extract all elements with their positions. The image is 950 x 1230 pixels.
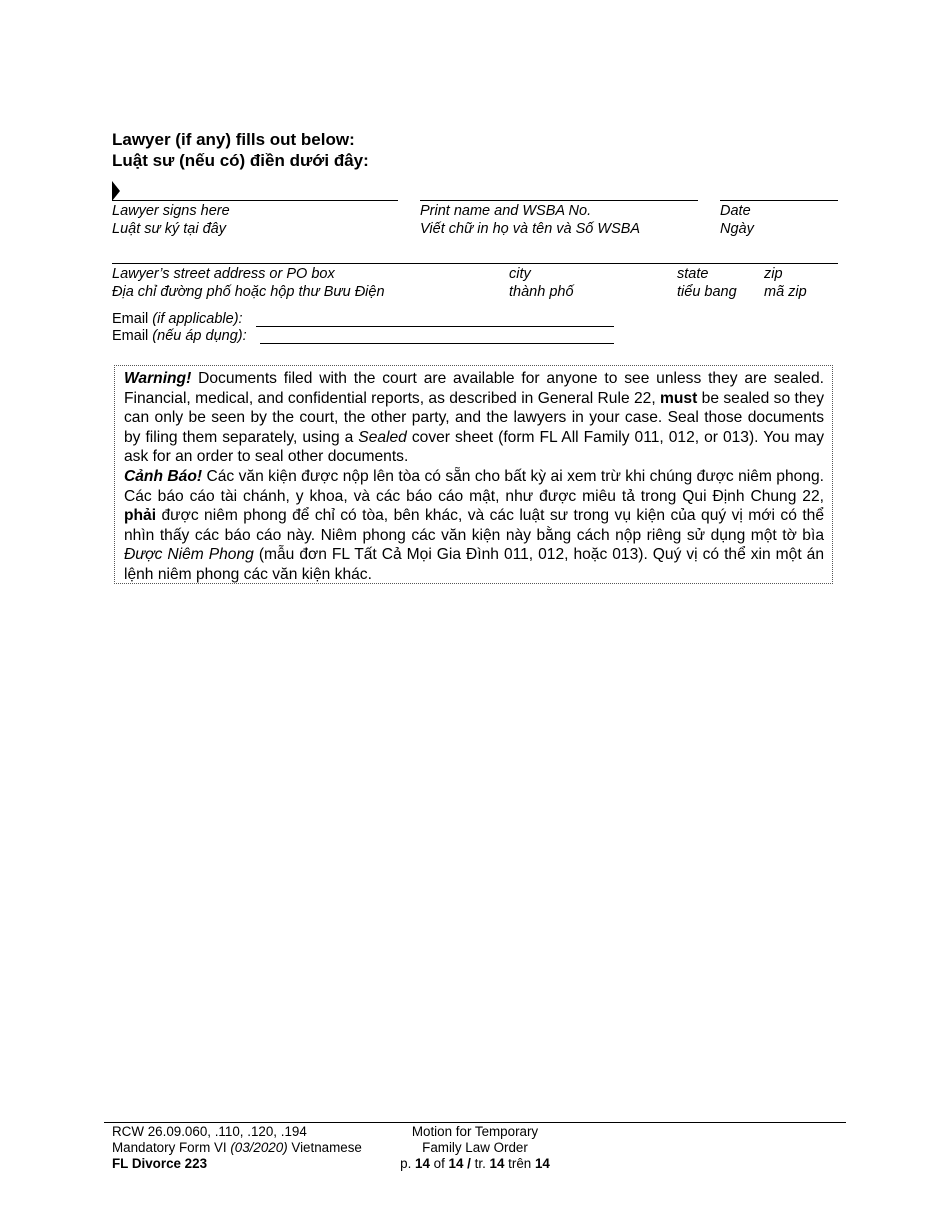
- email-line-english[interactable]: [256, 326, 614, 327]
- footer-mandatory-form: Mandatory Form VI (03/2020) Vietnamese: [112, 1140, 362, 1155]
- warning-english: Warning! Documents filed with the court are available for anyone to see unless they are sealed. Financial, medical, and confidential reports, as described in General Rule 22, must be sealed so they can only be seen by the court, the other party, and the lawyers in your case. Seal those documents by filing them separately, using a Sealed cover sheet (form FL All Family 011, 012, or 013). You may ask for an order to seal other documents.: [124, 370, 824, 466]
- signature-label: Lawyer signs here Luật sư ký tại đây: [112, 203, 230, 237]
- print-name-label: Print name and WSBA No. Viết chữ in họ và tên và Số WSBA: [420, 203, 641, 237]
- footer-title-line1: Motion for Temporary: [411, 1124, 539, 1139]
- footer-form-info: [112, 1124, 362, 1172]
- footer-title-line2: Family Law Order: [422, 1140, 528, 1155]
- date-label: Date Ngày: [720, 203, 754, 237]
- date-line[interactable]: [720, 200, 838, 201]
- sealing-warning-box: [114, 365, 833, 584]
- footer-title-page: [395, 1124, 555, 1172]
- email-line-vietnamese[interactable]: [260, 343, 614, 344]
- address-line[interactable]: [112, 263, 838, 264]
- print-name-wsba-line[interactable]: [420, 200, 698, 201]
- footer-rcw: RCW 26.09.060, .110, .120, .194: [112, 1124, 307, 1139]
- street-address-label: Lawyer’s street address or PO box Địa chỉ đường phố hoặc hộp thư Bưu Điện: [112, 266, 385, 300]
- footer-page-number: p. 14 of 14 / tr. 14 trên 14: [400, 1156, 550, 1171]
- state-label: state tiểu bang: [677, 266, 737, 300]
- heading-english: Lawyer (if any) fills out below:: [112, 130, 355, 149]
- footer-rule: [104, 1122, 846, 1123]
- warning-vietnamese: Cảnh Báo! Các văn kiện được nộp lên tòa có sẵn cho bất kỳ ai xem trừ khi chúng được niêm phong. Các báo cáo tài chánh, y khoa, và các báo cáo mật, như được miêu tả trong Qui Định Chung 22, phải được niêm phong để chỉ có tòa, bên khác, và các luật sư trong vụ kiện của quý vị mới có thể nhìn thấy các báo cáo này. Niêm phong các văn kiện này bằng cách nộp riêng sử dụng một tờ bìa Được Niêm Phong (mẫu đơn FL Tất Cả Mọi Gia Đình 011, 012, hoặc 013). Quý vị có thể xin một án lệnh niêm phong các văn kiện khác.: [124, 467, 824, 583]
- heading-vietnamese: Luật sư (nếu có) điền dưới đây:: [112, 151, 369, 170]
- email-label-vietnamese: Email (nếu áp dụng):: [112, 328, 247, 344]
- email-label-english: Email (if applicable):: [112, 311, 243, 327]
- lawyer-section-heading: [112, 129, 369, 171]
- lawyer-signature-line[interactable]: [112, 200, 398, 201]
- sign-here-arrow-icon: [112, 181, 120, 201]
- city-label: city thành phố: [509, 266, 574, 300]
- zip-label: zip mã zip: [764, 266, 807, 300]
- footer-form-number: FL Divorce 223: [112, 1156, 208, 1171]
